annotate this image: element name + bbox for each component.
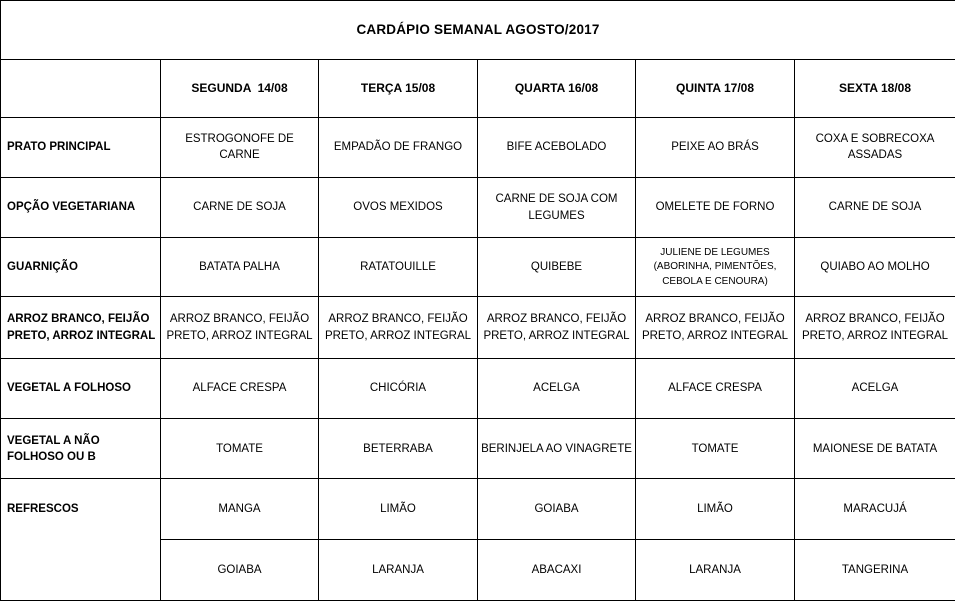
row-vegetal-nao-folhoso: [1, 419, 955, 479]
menu-cell: CHICÓRIA: [319, 358, 478, 418]
menu-cell: MAIONESE DE BATATA: [795, 419, 955, 479]
row-label: GUARNIÇÃO: [1, 238, 161, 297]
menu-cell: BETERRABA: [319, 419, 478, 479]
menu-cell: MARACUJÁ: [795, 479, 955, 539]
row-label: REFRESCOS: [1, 479, 161, 601]
menu-cell: COXA E SOBRECOXA ASSADAS: [795, 117, 955, 177]
menu-cell: LIMÃO: [636, 479, 795, 539]
menu-cell: ACELGA: [478, 358, 636, 418]
menu-cell: CARNE DE SOJA: [161, 177, 319, 237]
menu-cell: LIMÃO: [319, 479, 478, 539]
day-header-sexta: SEXTA 18/08: [795, 60, 955, 117]
menu-cell: GOIABA: [161, 539, 319, 600]
menu-cell: QUIABO AO MOLHO: [795, 238, 955, 297]
menu-cell: ABACAXI: [478, 539, 636, 600]
menu-cell: TANGERINA: [795, 539, 955, 600]
day-header-row: [1, 60, 955, 117]
menu-cell: OMELETE DE FORNO: [636, 177, 795, 237]
menu-cell: BIFE ACEBOLADO: [478, 117, 636, 177]
menu-cell: ALFACE CRESPA: [161, 358, 319, 418]
menu-cell: QUIBEBE: [478, 238, 636, 297]
day-header-quinta: QUINTA 17/08: [636, 60, 795, 117]
menu-cell: BATATA PALHA: [161, 238, 319, 297]
menu-cell: BERINJELA AO VINAGRETE: [478, 419, 636, 479]
menu-cell: LARANJA: [636, 539, 795, 600]
menu-cell: ARROZ BRANCO, FEIJÃO PRETO, ARROZ INTEGRAL: [795, 297, 955, 358]
menu-cell: ALFACE CRESPA: [636, 358, 795, 418]
menu-cell: MANGA: [161, 479, 319, 539]
menu-cell: ARROZ BRANCO, FEIJÃO PRETO, ARROZ INTEGRAL: [161, 297, 319, 358]
row-arroz-feijao: [1, 297, 955, 358]
menu-cell: ESTROGONOFE DE CARNE: [161, 117, 319, 177]
menu-cell: GOIABA: [478, 479, 636, 539]
row-refrescos-1: [1, 479, 955, 539]
title-row: [1, 1, 955, 60]
menu-cell: EMPADÃO DE FRANGO: [319, 117, 478, 177]
day-header-quarta: QUARTA 16/08: [478, 60, 636, 117]
row-opcao-vegetariana: [1, 177, 955, 237]
menu-cell: ARROZ BRANCO, FEIJÃO PRETO, ARROZ INTEGRAL: [636, 297, 795, 358]
table-title: CARDÁPIO SEMANAL AGOSTO/2017: [1, 1, 955, 60]
day-header-terca: TERÇA 15/08: [319, 60, 478, 117]
row-guarnicao: [1, 238, 955, 297]
row-label: ARROZ BRANCO, FEIJÃO PRETO, ARROZ INTEGRAL: [1, 297, 161, 358]
menu-cell: ARROZ BRANCO, FEIJÃO PRETO, ARROZ INTEGRAL: [319, 297, 478, 358]
menu-cell: RATATOUILLE: [319, 238, 478, 297]
menu-cell: CARNE DE SOJA COM LEGUMES: [478, 177, 636, 237]
menu-cell: ARROZ BRANCO, FEIJÃO PRETO, ARROZ INTEGRAL: [478, 297, 636, 358]
menu-cell: PEIXE AO BRÁS: [636, 117, 795, 177]
row-label: PRATO PRINCIPAL: [1, 117, 161, 177]
menu-cell: CARNE DE SOJA: [795, 177, 955, 237]
menu-cell: TOMATE: [161, 419, 319, 479]
header-empty-cell: [1, 60, 161, 117]
menu-cell: JULIENE DE LEGUMES (ABORINHA, PIMENTÕES, CEBOLA E CENOURA): [636, 238, 795, 297]
menu-cell: ACELGA: [795, 358, 955, 418]
row-vegetal-folhoso: [1, 358, 955, 418]
row-label: OPÇÃO VEGETARIANA: [1, 177, 161, 237]
menu-cell: OVOS MEXIDOS: [319, 177, 478, 237]
row-prato-principal: [1, 117, 955, 177]
menu-cell: TOMATE: [636, 419, 795, 479]
day-header-segunda: SEGUNDA 14/08: [161, 60, 319, 117]
row-label: VEGETAL A FOLHOSO: [1, 358, 161, 418]
menu-cell: LARANJA: [319, 539, 478, 600]
row-label: VEGETAL A NÃO FOLHOSO OU B: [1, 419, 161, 479]
